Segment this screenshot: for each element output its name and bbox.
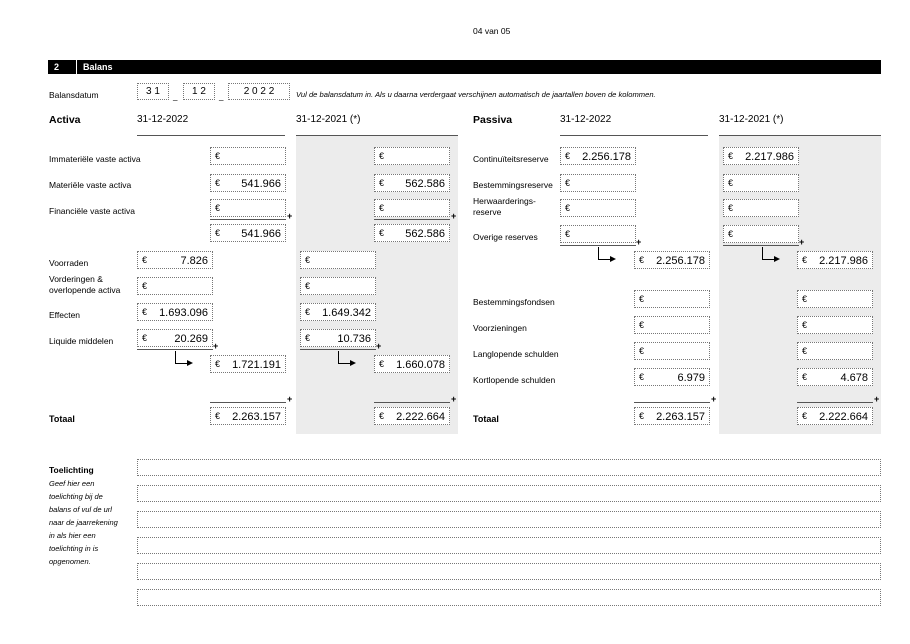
activa-current-previous-input[interactable]: € 1.649.342 <box>300 303 376 321</box>
passiva-reserve-subtotal-previous: € 2.217.986 <box>797 251 873 269</box>
activa-current-label: Voorraden <box>49 258 89 268</box>
toelichting-input-line[interactable] <box>137 485 881 502</box>
toelichting-input-line[interactable] <box>137 589 881 606</box>
plus-sign: + <box>451 211 457 221</box>
activa-total-label: Totaal <box>49 414 75 424</box>
activa-fixed-previous-input[interactable]: € <box>374 147 450 165</box>
section-number: 2 <box>54 62 60 72</box>
passiva-reserve-current-input[interactable]: € <box>560 225 636 243</box>
activa-current-label: Liquide middelen <box>49 336 114 346</box>
plus-sign: + <box>451 394 457 404</box>
balance-date-day-input[interactable]: 3 1 <box>137 83 169 100</box>
passiva-other-label: Voorzieningen <box>473 323 527 333</box>
activa-fixed-current-input[interactable]: € 541.966 <box>210 174 286 192</box>
passiva-reserve-previous-input[interactable]: € <box>723 199 799 217</box>
activa-current-label: Effecten <box>49 310 81 320</box>
activa-current-previous-input[interactable]: € 10.736 <box>300 329 376 347</box>
passiva-reserve-current-input[interactable]: € <box>560 199 636 217</box>
passiva-other-previous-input[interactable]: € 4.678 <box>797 368 873 386</box>
passiva-total-current: € 2.263.157 <box>634 407 710 425</box>
passiva-col-current: 31-12-2022 <box>560 114 612 125</box>
toelichting-input-line[interactable] <box>137 459 881 476</box>
activa-col-previous: 31-12-2021 (*) <box>296 114 361 125</box>
activa-current-subtotal-current: € 1.721.191 <box>210 355 286 373</box>
toelichting-hint: Geef hier een toelichting bij de balans of vul de url naar de jaarrekening in als hier een toelichting in is opgenomen. <box>49 479 118 566</box>
activa-fixed-label: Materiële vaste activa <box>49 180 132 190</box>
activa-current-label: Vorderingen & overlopende activa <box>49 274 121 295</box>
date-separator: _ <box>219 92 224 101</box>
passiva-other-label: Langlopende schulden <box>473 349 559 359</box>
passiva-other-previous-input[interactable]: € <box>797 290 873 308</box>
passiva-other-current-input[interactable]: € 6.979 <box>634 368 710 386</box>
passiva-reserve-label: Bestemmingsreserve <box>473 180 553 190</box>
activa-title: Activa <box>49 114 81 126</box>
activa-current-previous-input[interactable]: € <box>300 251 376 269</box>
plus-sign: + <box>711 394 717 404</box>
activa-current-subtotal-previous: € 1.660.078 <box>374 355 450 373</box>
passiva-title: Passiva <box>473 114 513 126</box>
plus-sign: + <box>287 394 293 404</box>
activa-fixed-current-input[interactable]: € <box>210 199 286 217</box>
activa-col-current: 31-12-2022 <box>137 114 189 125</box>
arrow-head-icon <box>774 256 780 262</box>
toelichting-input-line[interactable] <box>137 537 881 554</box>
activa-fixed-previous-input[interactable]: € 562.586 <box>374 174 450 192</box>
passiva-other-label: Bestemmingsfondsen <box>473 297 555 307</box>
activa-fixed-previous-input[interactable]: € <box>374 199 450 217</box>
passiva-other-current-input[interactable]: € <box>634 316 710 334</box>
arrow-head-icon <box>187 360 193 366</box>
passiva-reserve-previous-input[interactable]: € 2.217.986 <box>723 147 799 165</box>
activa-fixed-label: Financiële vaste activa <box>49 206 135 216</box>
toelichting-input-line[interactable] <box>137 563 881 580</box>
activa-fixed-label: Immateriële vaste activa <box>49 154 141 164</box>
passiva-reserve-label: Continuïteitsreserve <box>473 154 549 164</box>
passiva-reserve-subtotal-current: € 2.256.178 <box>634 251 710 269</box>
activa-current-current-input[interactable]: € <box>137 277 213 295</box>
plus-sign: + <box>636 237 642 247</box>
passiva-other-current-input[interactable]: € <box>634 342 710 360</box>
plus-sign: + <box>213 341 219 351</box>
balance-date-instruction: Vul de balansdatum in. Als u daarna verdergaat verschijnen automatisch de jaartallen boven de kolommen. <box>296 90 656 99</box>
passiva-other-previous-input[interactable]: € <box>797 316 873 334</box>
activa-total-previous: € 2.222.664 <box>374 407 450 425</box>
activa-fixed-subtotal-current: € 541.966 <box>210 224 286 242</box>
passiva-other-previous-input[interactable]: € <box>797 342 873 360</box>
activa-fixed-subtotal-previous: € 562.586 <box>374 224 450 242</box>
passiva-reserve-label: Overige reserves <box>473 232 538 242</box>
passiva-total-previous: € 2.222.664 <box>797 407 873 425</box>
toelichting-title: Toelichting <box>49 465 94 475</box>
plus-sign: + <box>376 341 382 351</box>
passiva-reserve-current-input[interactable]: € 2.256.178 <box>560 147 636 165</box>
plus-sign: + <box>874 394 880 404</box>
balance-date-month-input[interactable]: 1 2 <box>183 83 215 100</box>
passiva-reserve-label: Herwaarderings-reserve <box>473 196 536 217</box>
passiva-total-label: Totaal <box>473 414 499 424</box>
arrow-head-icon <box>350 360 356 366</box>
passiva-reserve-previous-input[interactable]: € <box>723 225 799 243</box>
balance-date-label: Balansdatum <box>49 90 99 100</box>
passiva-col-previous: 31-12-2021 (*) <box>719 114 784 125</box>
passiva-other-current-input[interactable]: € <box>634 290 710 308</box>
activa-total-current: € 2.263.157 <box>210 407 286 425</box>
section-title: Balans <box>83 62 113 72</box>
date-separator: _ <box>173 92 178 101</box>
activa-current-current-input[interactable]: € 20.269 <box>137 329 213 347</box>
passiva-reserve-previous-input[interactable]: € <box>723 174 799 192</box>
plus-sign: + <box>287 211 293 221</box>
balance-date-year-input[interactable]: 2 0 2 2 <box>228 83 290 100</box>
toelichting-input-line[interactable] <box>137 511 881 528</box>
plus-sign: + <box>799 237 805 247</box>
activa-current-current-input[interactable]: € 7.826 <box>137 251 213 269</box>
passiva-reserve-current-input[interactable]: € <box>560 174 636 192</box>
section-divider <box>76 60 77 74</box>
activa-current-previous-input[interactable]: € <box>300 277 376 295</box>
activa-fixed-current-input[interactable]: € <box>210 147 286 165</box>
page-indicator: 04 van 05 <box>473 26 511 36</box>
arrow-head-icon <box>610 256 616 262</box>
section-header <box>48 60 881 74</box>
passiva-other-label: Kortlopende schulden <box>473 375 556 385</box>
activa-current-current-input[interactable]: € 1.693.096 <box>137 303 213 321</box>
